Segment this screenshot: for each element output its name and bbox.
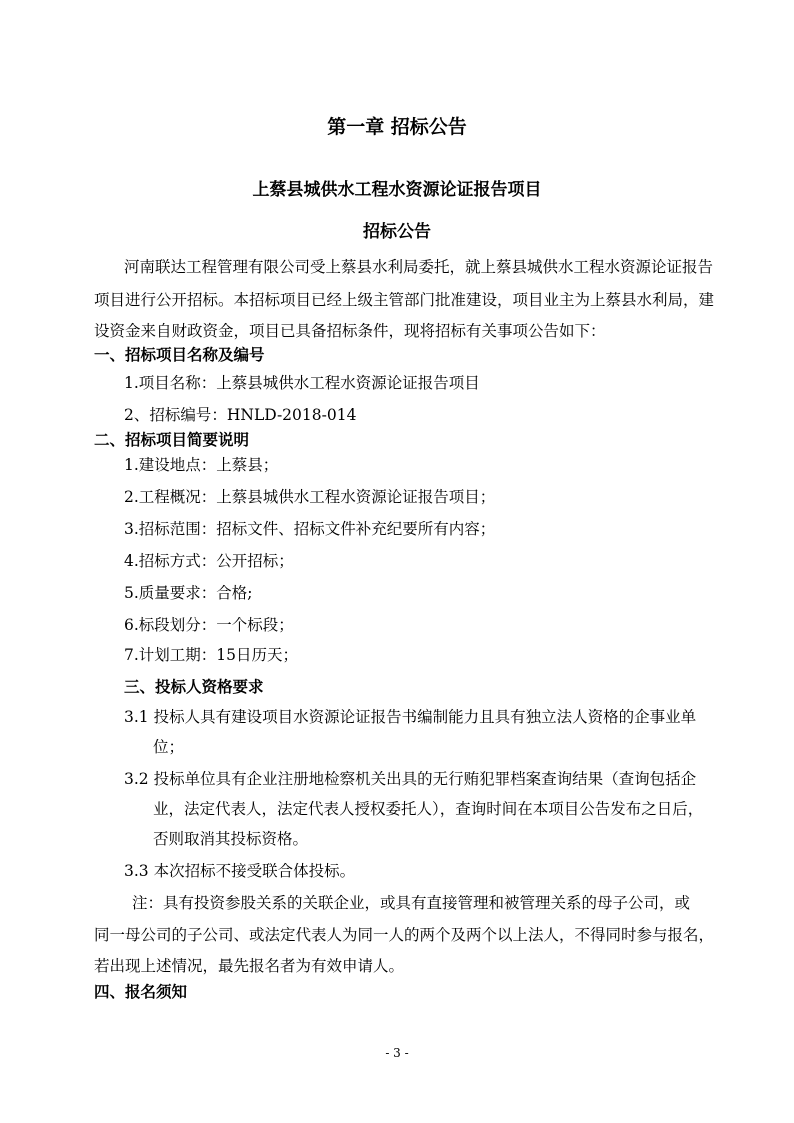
section-4-heading: 四、报名须知 (94, 982, 188, 1001)
section-2-heading: 二、招标项目简要说明 (94, 430, 250, 449)
note-line-3: 若出现上述情况，最先报名者为有效申请人。 (94, 957, 405, 975)
section-2-item: 1.建设地点：上蔡县； (124, 456, 279, 474)
section-1-heading: 一、招标项目名称及编号 (94, 345, 265, 364)
section-1-item: 1.项目名称：上蔡县城供水工程水资源论证报告项目 (124, 374, 480, 392)
note-line-1: 注：具有投资参股关系的关联企业，或具有直接管理和被管理关系的母子公司，或 (132, 894, 691, 912)
section-2-item: 2.工程概况：上蔡县城供水工程水资源论证报告项目； (124, 488, 496, 506)
section-3-heading: 三、投标人资格要求 (124, 677, 264, 696)
intro-line-2: 项目进行公开招标。本招标项目已经上级主管部门批准建设，项目业主为上蔡县水利局，建 (94, 291, 715, 309)
section-3-item-2-line-2: 业，法定代表人，法定代表人授权委托人），查询时间在本项目公告发布之日后， (153, 800, 704, 818)
intro-line-3: 设资金来自财政资金，项目已具备招标条件，现将招标有关事项公告如下： (94, 322, 606, 340)
section-3-item-2-line-3: 否则取消其投标资格。 (153, 830, 309, 848)
section-3-item-1-line-1: 3.1 投标人具有建设项目水资源论证报告书编制能力且具有独立法人资格的企事业单 (124, 708, 697, 726)
section-2-item: 4.招标方式：公开招标； (124, 552, 294, 570)
intro-line-1: 河南联达工程管理有限公司受上蔡县水利局委托，就上蔡县城供水工程水资源论证报告 (124, 258, 714, 276)
section-2-item: 3.招标范围：招标文件、招标文件补充纪要所有内容； (124, 520, 496, 538)
page-number: - 3 - (385, 1046, 409, 1060)
chapter-title: 第一章 招标公告 (327, 116, 467, 138)
section-3-item-2-line-1: 3.2 投标单位具有企业注册地检察机关出具的无行贿犯罪档案查询结果（查询包括企 (124, 770, 697, 788)
section-1-item: 2、招标编号：HNLD-2018-014 (124, 406, 357, 424)
section-3-item-3: 3.3 本次招标不接受联合体投标。 (124, 862, 356, 880)
section-3-item-1-line-2: 位； (153, 738, 185, 756)
notice-title: 招标公告 (363, 222, 431, 242)
section-2-item: 5.质量要求：合格; (124, 584, 253, 602)
project-title: 上蔡县城供水工程水资源论证报告项目 (252, 180, 542, 200)
section-2-item: 6.标段划分：一个标段； (124, 616, 294, 634)
note-line-2: 同一母公司的子公司、或法定代表人为同一人的两个及两个以上法人，不得同时参与报名， (94, 926, 715, 944)
section-2-item: 7.计划工期：15日历天； (124, 646, 299, 664)
